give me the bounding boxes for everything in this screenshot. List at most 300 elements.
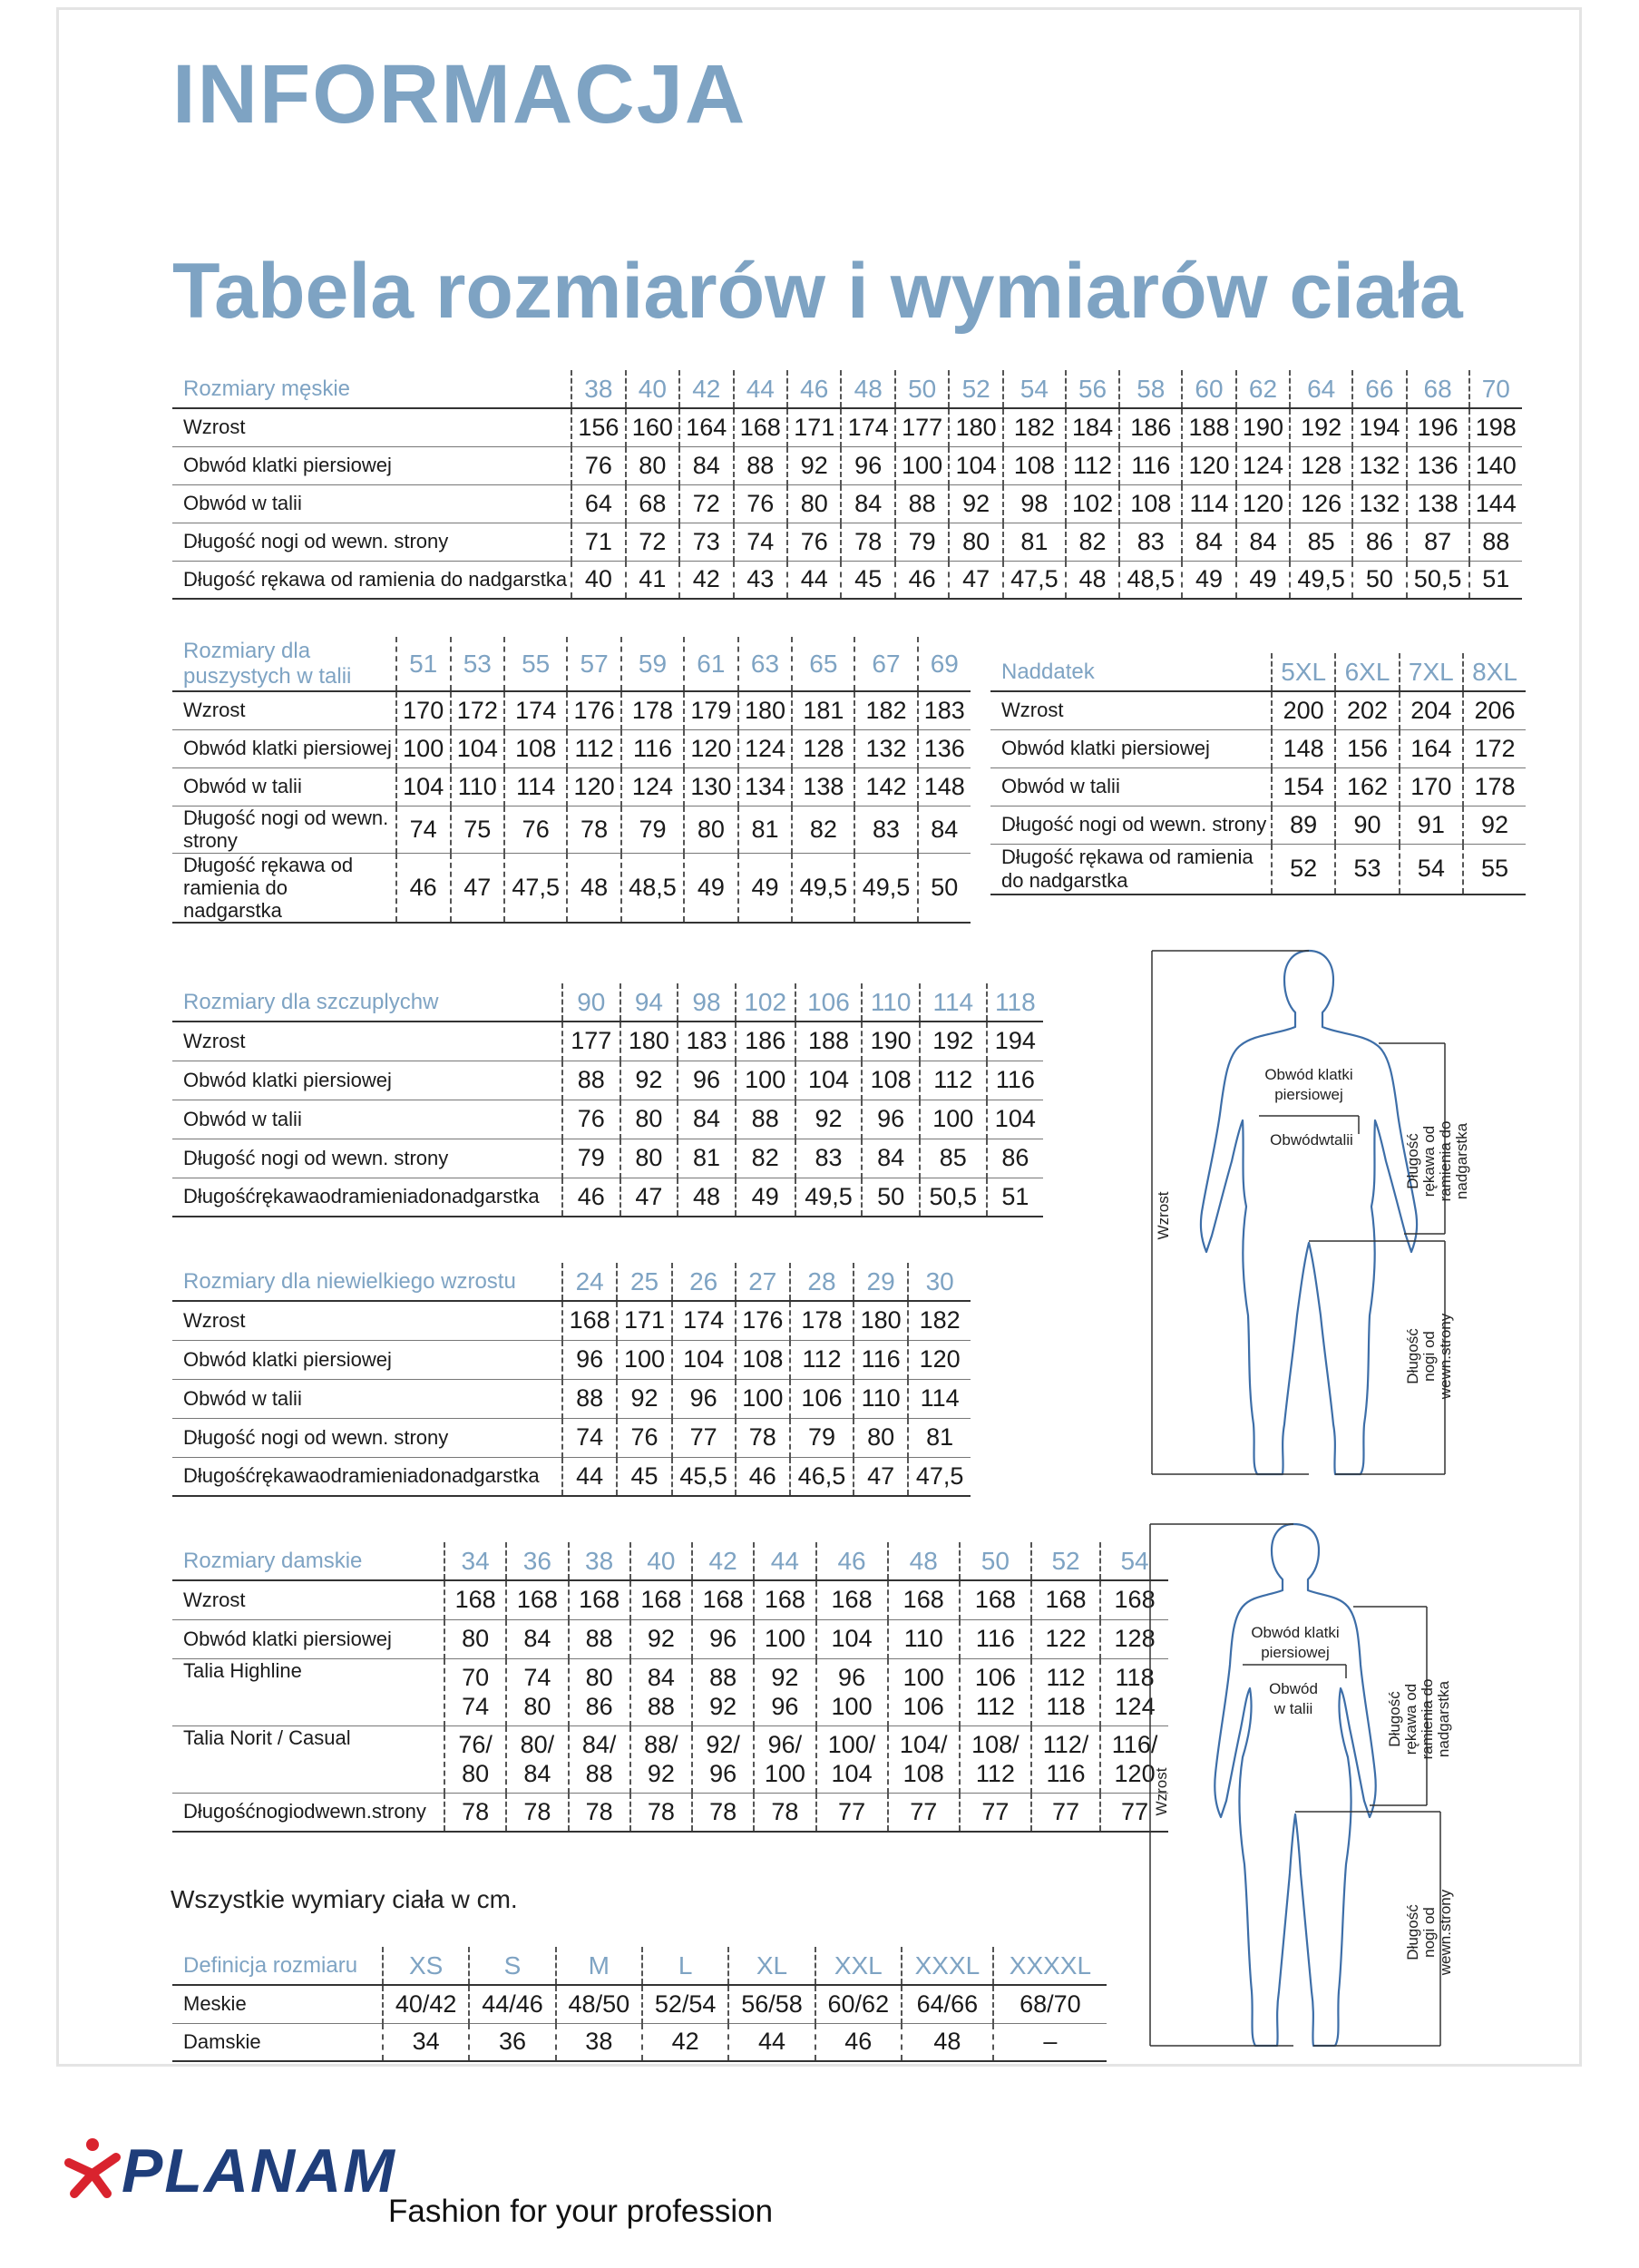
mens-cell: 156 <box>571 408 625 446</box>
womens-cell-line1: 112/ <box>1042 1730 1089 1758</box>
short-row <box>172 1418 971 1457</box>
mens-cell: 47 <box>949 561 1002 599</box>
extra-size-header: 7XL <box>1400 653 1463 691</box>
womens-cell-line1: 106 <box>974 1663 1016 1691</box>
plus-cell: 120 <box>567 767 621 806</box>
womens-cell-line1: 80 <box>585 1663 613 1691</box>
womens-cell <box>754 1658 815 1725</box>
mens-cell: 120 <box>1236 484 1290 523</box>
short-size-header: 27 <box>736 1263 790 1301</box>
male-waist-label: Obwódwtalii <box>1270 1131 1353 1149</box>
plus-cell: 178 <box>621 691 684 729</box>
short-cell: 180 <box>854 1301 908 1340</box>
womens-cell-line2: 100 <box>831 1693 873 1720</box>
male-leg-label-2: nogi od <box>1420 1331 1438 1382</box>
short-cell: 108 <box>736 1340 790 1379</box>
womens-cell: 77 <box>1031 1793 1100 1832</box>
definition-cell: 64/66 <box>902 1985 993 2023</box>
womens-size-header: 34 <box>444 1542 506 1580</box>
plus-cell: 180 <box>738 691 793 729</box>
page-title: INFORMACJA <box>172 48 747 141</box>
slim-row <box>172 1022 1043 1061</box>
definition-cell: 40/42 <box>383 1985 469 2023</box>
plus-cell: 172 <box>451 691 505 729</box>
female-chest-label-2: piersiowej <box>1261 1644 1330 1661</box>
womens-cell: 168 <box>1031 1580 1100 1619</box>
male-sleeve-label-2: rękawa od <box>1420 1125 1438 1198</box>
mens-cell: 88 <box>1469 523 1522 561</box>
slim-cell: 186 <box>736 1022 795 1061</box>
plus-cell: 174 <box>504 691 567 729</box>
womens-cell <box>816 1725 888 1793</box>
mens-cell: 49 <box>1236 561 1290 599</box>
slim-cell: 48 <box>678 1178 736 1217</box>
womens-cell-line2: 96 <box>771 1693 799 1720</box>
womens-cell <box>630 1658 692 1725</box>
mens-cell: 114 <box>1182 484 1235 523</box>
womens-cell <box>1031 1725 1100 1793</box>
womens-cell-line2: 106 <box>902 1693 944 1720</box>
plus-cell: 181 <box>792 691 854 729</box>
mens-cell: 40 <box>571 561 625 599</box>
mens-cell: 92 <box>787 446 841 484</box>
short-cell: 176 <box>736 1301 790 1340</box>
plus-cell: 182 <box>854 691 917 729</box>
mens-cell: 84 <box>841 484 894 523</box>
plus-size-header: 51 <box>396 637 451 691</box>
womens-row <box>172 1793 1168 1832</box>
plus-cell: 47 <box>451 853 505 923</box>
short-cell: 80 <box>854 1418 908 1457</box>
womens-cell: 80 <box>444 1619 506 1658</box>
slim-cell: 47 <box>620 1178 678 1217</box>
short-cell: 47 <box>854 1457 908 1496</box>
short-row-label: Długośćrękawaodramieniadonadgarstka <box>172 1457 562 1496</box>
slim-size-header: 102 <box>736 983 795 1022</box>
womens-cell: 110 <box>888 1619 960 1658</box>
womens-cell: 168 <box>960 1580 1031 1619</box>
mens-row-label: Obwód klatki piersiowej <box>172 446 571 484</box>
definition-size-header: L <box>642 1947 728 1985</box>
extra-cell: 89 <box>1272 806 1335 844</box>
short-size-header: 30 <box>908 1263 971 1301</box>
short-size-header: 24 <box>562 1263 617 1301</box>
mens-header-label: Rozmiary męskie <box>172 370 571 408</box>
extra-header-label: Naddatek <box>990 653 1272 691</box>
slim-size-header: 98 <box>678 983 736 1022</box>
male-sleeve-label-4: nadgarstka <box>1453 1122 1470 1200</box>
womens-cell-line1: 108/ <box>971 1730 1019 1758</box>
short-cell: 46 <box>736 1457 790 1496</box>
womens-cell-line2: 104 <box>831 1760 873 1787</box>
mens-size-header: 38 <box>571 370 625 408</box>
slim-cell: 80 <box>620 1139 678 1178</box>
plus-cell: 176 <box>567 691 621 729</box>
plus-cell: 50 <box>918 853 971 923</box>
definition-cell: 36 <box>469 2023 555 2061</box>
womens-cell-line1: 80/ <box>520 1730 555 1758</box>
extra-size-table <box>990 653 1526 895</box>
mens-cell: 188 <box>1182 408 1235 446</box>
mens-cell: 87 <box>1407 523 1469 561</box>
plus-size-table <box>172 637 971 924</box>
plus-cell: 48 <box>567 853 621 923</box>
mens-size-header: 44 <box>734 370 787 408</box>
short-cell: 92 <box>617 1379 671 1418</box>
female-chest-label-1: Obwód klatki <box>1251 1624 1340 1641</box>
extra-cell: 206 <box>1463 691 1526 729</box>
plus-size-header: 57 <box>567 637 621 691</box>
womens-cell: 168 <box>816 1580 888 1619</box>
womens-cell-line1: 96/ <box>767 1730 803 1758</box>
mens-cell: 128 <box>1290 446 1352 484</box>
definition-size-header: M <box>556 1947 642 1985</box>
planam-wordmark: PLANAM <box>122 2136 396 2205</box>
mens-cell: 42 <box>679 561 733 599</box>
mens-row <box>172 408 1522 446</box>
mens-cell: 88 <box>895 484 949 523</box>
plus-cell: 138 <box>792 767 854 806</box>
womens-cell <box>960 1725 1031 1793</box>
female-sleeve-label-2: rękawa od <box>1402 1683 1419 1755</box>
slim-cell: 108 <box>862 1061 920 1100</box>
extra-size-header: 5XL <box>1272 653 1335 691</box>
short-row <box>172 1301 971 1340</box>
extra-row-label: Wzrost <box>990 691 1272 729</box>
female-height-label: Wzrost <box>1153 1767 1170 1816</box>
mens-size-header: 56 <box>1066 370 1119 408</box>
slim-cell: 81 <box>678 1139 736 1178</box>
definition-row-label: Damskie <box>172 2023 383 2061</box>
mens-cell: 136 <box>1407 446 1469 484</box>
slim-cell: 76 <box>562 1100 620 1139</box>
plus-cell: 83 <box>854 806 917 853</box>
womens-cell-line1: 92 <box>771 1663 799 1691</box>
short-row-label: Długość nogi od wewn. strony <box>172 1418 562 1457</box>
definition-row-label: Meskie <box>172 1985 383 2023</box>
slim-cell: 50,5 <box>920 1178 987 1217</box>
plus-cell: 120 <box>684 729 738 767</box>
definition-size-header: XS <box>383 1947 469 1985</box>
slim-cell: 84 <box>862 1139 920 1178</box>
female-leg-label-2: nogi od <box>1420 1907 1438 1958</box>
slim-size-header: 110 <box>862 983 920 1022</box>
mens-cell: 108 <box>1003 446 1066 484</box>
extra-cell: 202 <box>1335 691 1399 729</box>
mens-cell: 164 <box>679 408 733 446</box>
womens-cell: 77 <box>1100 1793 1168 1832</box>
plus-row <box>172 729 971 767</box>
womens-size-header: 36 <box>506 1542 568 1580</box>
womens-cell-line2: 118 <box>1046 1693 1086 1720</box>
extra-row <box>990 691 1526 729</box>
womens-cell: 168 <box>506 1580 568 1619</box>
womens-size-header: 40 <box>630 1542 692 1580</box>
mens-cell: 71 <box>571 523 625 561</box>
definition-size-header: S <box>469 1947 555 1985</box>
womens-cell-line2: 112 <box>975 1760 1015 1787</box>
slim-cell: 92 <box>795 1100 863 1139</box>
womens-cell-line1: 70 <box>462 1663 490 1691</box>
mens-size-header: 62 <box>1236 370 1290 408</box>
slim-cell: 85 <box>920 1139 987 1178</box>
extra-cell: 200 <box>1272 691 1335 729</box>
plus-cell: 183 <box>918 691 971 729</box>
slim-size-header: 94 <box>620 983 678 1022</box>
mens-cell: 194 <box>1352 408 1406 446</box>
slim-cell: 49,5 <box>795 1178 863 1217</box>
mens-cell: 184 <box>1066 408 1119 446</box>
slim-cell: 84 <box>678 1100 736 1139</box>
mens-cell: 83 <box>1119 523 1182 561</box>
womens-cell: 92 <box>630 1619 692 1658</box>
slim-cell: 100 <box>736 1061 795 1100</box>
mens-row-label: Wzrost <box>172 408 571 446</box>
mens-cell: 78 <box>841 523 894 561</box>
womens-row <box>172 1619 1168 1658</box>
mens-row <box>172 523 1522 561</box>
slim-cell: 190 <box>862 1022 920 1061</box>
slim-size-table <box>172 983 1043 1217</box>
mens-cell: 174 <box>841 408 894 446</box>
plus-row <box>172 806 971 853</box>
mens-cell: 104 <box>949 446 1002 484</box>
mens-cell: 81 <box>1003 523 1066 561</box>
extra-cell: 156 <box>1335 729 1399 767</box>
short-row-label: Obwód w talii <box>172 1379 562 1418</box>
womens-cell <box>569 1725 630 1793</box>
womens-cell-line1: 84/ <box>581 1730 617 1758</box>
mens-cell: 132 <box>1352 446 1406 484</box>
mens-row-label: Obwód w talii <box>172 484 571 523</box>
womens-cell-line2: 124 <box>1114 1693 1156 1720</box>
slim-size-header: 114 <box>920 983 987 1022</box>
mens-cell: 80 <box>787 484 841 523</box>
plus-size-header: 67 <box>854 637 917 691</box>
mens-cell: 180 <box>949 408 1002 446</box>
mens-cell: 82 <box>1066 523 1119 561</box>
womens-cell-line2: 86 <box>585 1693 613 1720</box>
female-sleeve-label-1: Długość <box>1386 1691 1403 1747</box>
mens-size-header: 60 <box>1182 370 1235 408</box>
mens-cell: 144 <box>1469 484 1522 523</box>
womens-size-header: 38 <box>569 1542 630 1580</box>
short-cell: 174 <box>672 1301 736 1340</box>
plus-cell: 47,5 <box>504 853 567 923</box>
slim-size-header: 90 <box>562 983 620 1022</box>
womens-cell-line2: 120 <box>1114 1760 1156 1787</box>
womens-size-header: 46 <box>816 1542 888 1580</box>
definition-size-header: XXXXL <box>993 1947 1107 1985</box>
mens-row-label: Długość rękawa od ramienia do nadgarstka <box>172 561 571 599</box>
womens-cell-line2: 74 <box>462 1693 490 1720</box>
mens-cell: 186 <box>1119 408 1182 446</box>
mens-size-header: 40 <box>626 370 679 408</box>
slim-row <box>172 1178 1043 1217</box>
plus-cell: 124 <box>621 767 684 806</box>
mens-cell: 45 <box>841 561 894 599</box>
short-cell: 78 <box>736 1418 790 1457</box>
slim-cell: 112 <box>920 1061 987 1100</box>
slim-row <box>172 1061 1043 1100</box>
slim-cell: 82 <box>736 1139 795 1178</box>
short-header-label: Rozmiary dla niewielkiego wzrostu <box>172 1263 562 1301</box>
mens-size-header: 42 <box>679 370 733 408</box>
definition-cell: 34 <box>383 2023 469 2061</box>
definition-cell: 44/46 <box>469 1985 555 2023</box>
mens-cell: 198 <box>1469 408 1522 446</box>
extra-row <box>990 844 1526 894</box>
slim-row <box>172 1139 1043 1178</box>
slim-cell: 96 <box>862 1100 920 1139</box>
slim-cell: 104 <box>987 1100 1043 1139</box>
plus-size-header: 65 <box>792 637 854 691</box>
womens-cell <box>630 1725 692 1793</box>
womens-cell <box>692 1725 754 1793</box>
definition-size-header: XXL <box>815 1947 902 1985</box>
short-size-table <box>172 1263 971 1497</box>
short-cell: 76 <box>617 1418 671 1457</box>
mens-cell: 50 <box>1352 561 1406 599</box>
slim-cell: 188 <box>795 1022 863 1061</box>
mens-cell: 80 <box>949 523 1002 561</box>
slim-cell: 92 <box>620 1061 678 1100</box>
mens-cell: 116 <box>1119 446 1182 484</box>
mens-cell: 72 <box>626 523 679 561</box>
mens-cell: 41 <box>626 561 679 599</box>
womens-cell <box>888 1725 960 1793</box>
short-cell: 168 <box>562 1301 617 1340</box>
short-size-header: 26 <box>672 1263 736 1301</box>
extra-size-header: 8XL <box>1463 653 1526 691</box>
definition-row <box>172 1985 1107 2023</box>
short-cell: 100 <box>736 1379 790 1418</box>
womens-cell: 78 <box>692 1793 754 1832</box>
extra-row <box>990 767 1526 806</box>
mens-cell: 73 <box>679 523 733 561</box>
male-leg-label-1: Długość <box>1404 1328 1421 1384</box>
plus-size-header: 63 <box>738 637 793 691</box>
short-cell: 116 <box>854 1340 908 1379</box>
womens-cell-line2: 80 <box>523 1693 551 1720</box>
womens-row <box>172 1725 1168 1793</box>
female-leg-label-3: wewn.strony <box>1437 1889 1454 1976</box>
extra-size-header: 6XL <box>1335 653 1399 691</box>
plus-cell: 49,5 <box>854 853 917 923</box>
plus-cell: 84 <box>918 806 971 853</box>
slim-row-label: Wzrost <box>172 1022 562 1061</box>
womens-cell-line1: 74 <box>523 1663 551 1691</box>
plus-cell: 78 <box>567 806 621 853</box>
womens-cell-line2: 116 <box>1046 1760 1086 1787</box>
mens-cell: 86 <box>1352 523 1406 561</box>
slim-cell: 104 <box>795 1061 863 1100</box>
plus-cell: 132 <box>854 729 917 767</box>
womens-cell: 88 <box>569 1619 630 1658</box>
womens-cell: 168 <box>569 1580 630 1619</box>
plus-cell: 75 <box>451 806 505 853</box>
slim-row <box>172 1100 1043 1139</box>
womens-cell: 168 <box>754 1580 815 1619</box>
definition-cell: – <box>993 2023 1107 2061</box>
slim-cell: 86 <box>987 1139 1043 1178</box>
womens-cell-line2: 112 <box>975 1693 1015 1720</box>
plus-row-label: Obwód klatki piersiowej <box>172 729 396 767</box>
definition-cell: 38 <box>556 2023 642 2061</box>
extra-cell: 170 <box>1400 767 1463 806</box>
plus-cell: 148 <box>918 767 971 806</box>
plus-cell: 100 <box>396 729 451 767</box>
womens-cell-line1: 88 <box>709 1663 737 1691</box>
short-cell: 104 <box>672 1340 736 1379</box>
mens-cell: 120 <box>1182 446 1235 484</box>
extra-cell: 54 <box>1400 844 1463 894</box>
mens-cell: 126 <box>1290 484 1352 523</box>
male-chest-label-1: Obwód klatki <box>1264 1066 1353 1083</box>
plus-cell: 128 <box>792 729 854 767</box>
extra-cell: 55 <box>1463 844 1526 894</box>
mens-row-label: Długość nogi od wewn. strony <box>172 523 571 561</box>
female-leg-label-1: Długość <box>1404 1904 1421 1960</box>
definition-cell: 52/54 <box>642 1985 728 2023</box>
mens-cell: 168 <box>734 408 787 446</box>
mens-cell: 49 <box>1182 561 1235 599</box>
mens-size-header: 70 <box>1469 370 1522 408</box>
extra-row-label: Obwód w talii <box>990 767 1272 806</box>
short-size-header: 25 <box>617 1263 671 1301</box>
short-cell: 79 <box>790 1418 854 1457</box>
womens-size-header: 42 <box>692 1542 754 1580</box>
slim-cell: 177 <box>562 1022 620 1061</box>
male-sleeve-label-3: ramienia do <box>1437 1120 1454 1202</box>
womens-cell-line2: 80 <box>462 1760 490 1787</box>
extra-cell: 178 <box>1463 767 1526 806</box>
male-leg-label-3: wewn.strony <box>1437 1313 1454 1400</box>
short-cell: 46,5 <box>790 1457 854 1496</box>
mens-size-header: 64 <box>1290 370 1352 408</box>
planam-logo <box>56 2134 396 2206</box>
plus-cell: 82 <box>792 806 854 853</box>
womens-cell: 168 <box>444 1580 506 1619</box>
mens-cell: 46 <box>895 561 949 599</box>
plus-cell: 116 <box>621 729 684 767</box>
male-height-label: Wzrost <box>1155 1191 1172 1240</box>
mens-size-header: 50 <box>895 370 949 408</box>
plus-cell: 104 <box>396 767 451 806</box>
womens-cell-line2: 96 <box>709 1760 737 1787</box>
womens-cell <box>444 1725 506 1793</box>
mens-size-header: 66 <box>1352 370 1406 408</box>
womens-cell: 78 <box>444 1793 506 1832</box>
short-row-label: Wzrost <box>172 1301 562 1340</box>
short-cell: 106 <box>790 1379 854 1418</box>
womens-header-label: Rozmiary damskie <box>172 1542 444 1580</box>
mens-size-header: 54 <box>1003 370 1066 408</box>
mens-cell: 47,5 <box>1003 561 1066 599</box>
short-cell: 45,5 <box>672 1457 736 1496</box>
mens-cell: 85 <box>1290 523 1352 561</box>
womens-row-label: Długośćnogiodwewn.strony <box>172 1793 444 1832</box>
short-cell: 77 <box>672 1418 736 1457</box>
short-cell: 44 <box>562 1457 617 1496</box>
plus-row-label: Długość nogi od wewn. strony <box>172 806 396 853</box>
womens-cell: 116 <box>960 1619 1031 1658</box>
definition-cell: 56/58 <box>728 1985 815 2023</box>
slim-cell: 80 <box>620 1100 678 1139</box>
womens-size-header: 50 <box>960 1542 1031 1580</box>
short-row <box>172 1340 971 1379</box>
womens-size-header: 52 <box>1031 1542 1100 1580</box>
